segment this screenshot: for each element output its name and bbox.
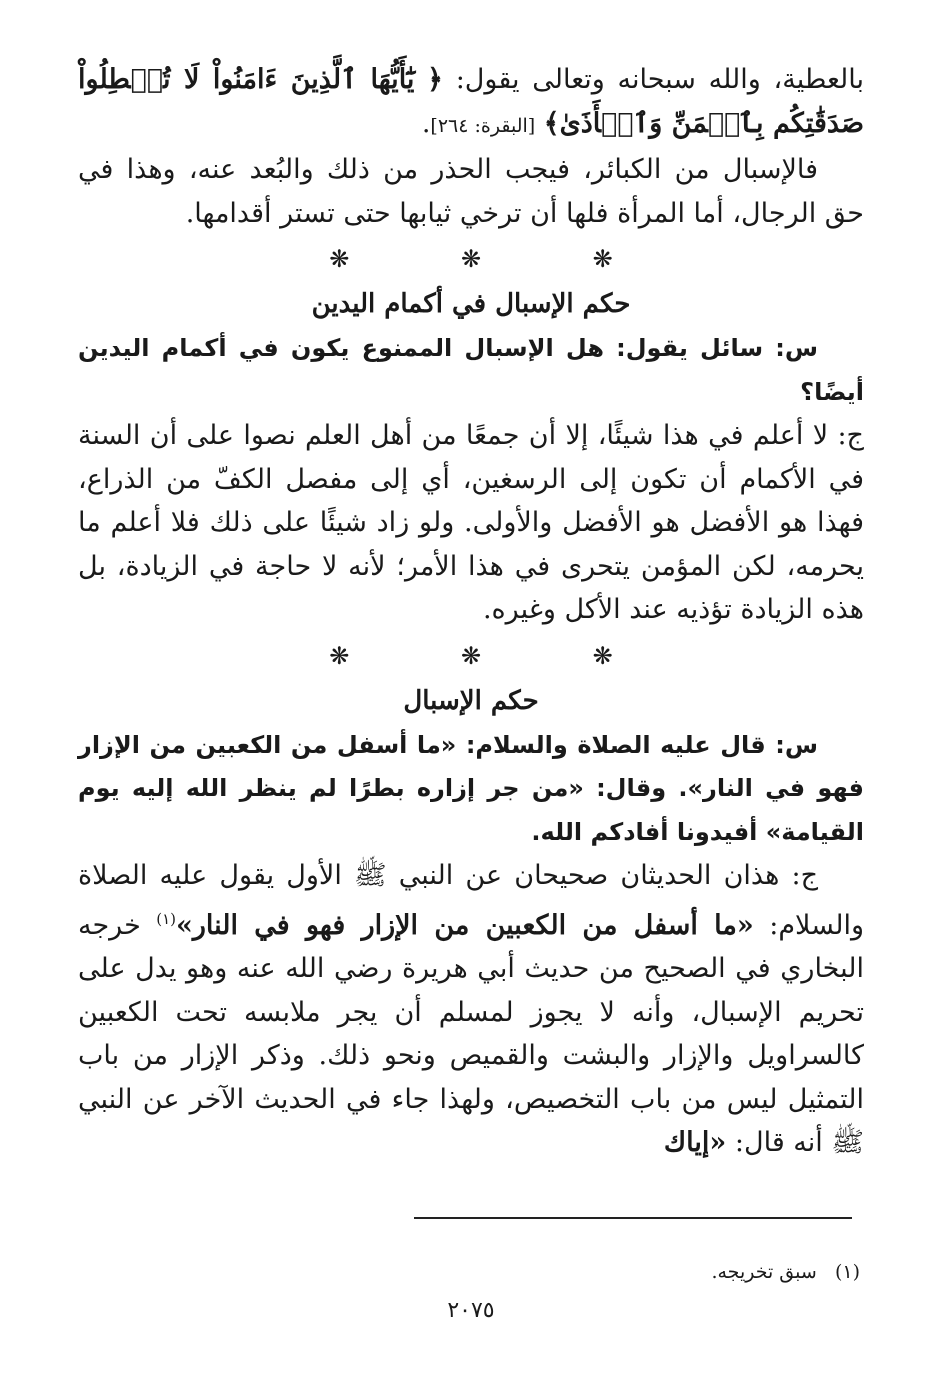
section-title-isbal: حكم الإسبال [403, 685, 539, 716]
footnote-text: سبق تخريجه. [711, 1261, 817, 1283]
footnote-number: (١) [834, 1261, 860, 1283]
paragraph-quran-verse [78, 58, 864, 148]
question-sleeves: س: سائل يقول: هل الإسبال الممنوع يكون في أكمام اليدين أيضًا؟ [78, 334, 864, 406]
footnote-divider [414, 1217, 852, 1219]
answer-isbal-body: خرجه البخاري في الصحيح من حديث أبي هريرة رضي الله عنه وهو يدل على تحريم الإسبال، وأنه لا يجوز لمسلم أن يجر ملابسه تحت الكعبين كالسراويل والإزار والبشت والقميص ونحو ذلك. وذكر الإزار من باب التمثيل ليس من باب التخصيص، ولهذا جاء في الحديث الآخر عن النبي ﷺ أنه قال: [78, 909, 864, 1158]
footnote-marker[interactable]: (١) [156, 909, 177, 928]
answer-isbal [78, 854, 864, 1165]
page-number: ٢٠٧٥ [447, 1298, 495, 1323]
section-title-sleeves: حكم الإسبال في أكمام اليدين [311, 289, 631, 319]
answer-isbal-intro: ج: هذان الحديثان صحيحان عن النبي ﷺ الأول يقول عليه الصلاة والسلام: [78, 860, 864, 941]
question-isbal: س: قال عليه الصلاة والسلام: «ما أسفل من الكعبين من الإزار فهو في النار». وقال: «من جر إزاره بطرًا لم ينظر الله إليه يوم القيامة» أفيدونا أفادكم الله. [78, 730, 864, 846]
page-body [78, 58, 864, 1165]
quran-open-bracket: ﴿ [427, 64, 443, 95]
intro-text: بالعطية، والله سبحانه وتعالى يقول: [455, 64, 864, 95]
section-separator-2: ❋ ❋ ❋ [329, 641, 665, 670]
answer-sleeves: ج: لا أعلم في هذا شيئًا، إلا أن جمعًا من أهل العلم نصوا على أن السنة في الأكمام أن تكون إلى الرسغين، أي إلى مفصل الكفّ من الذراع، فهذا هو الأفضل هو الأفضل والأولى. ولو زاد شيئًا على ذلك فلا أعلم ما يحرمه، لكن المؤمن يتحرى في هذا الأمر؛ لأنه لا حاجة في الزيادة، بل هذه الزيادة تؤذيه عند الأكل وغيره. [78, 420, 864, 625]
section-separator: ❋ ❋ ❋ [329, 245, 665, 273]
quran-verse: يَٰٓأَيُّهَا ٱلَّذِينَ ءَامَنُواْ لَا تُبۡطِلُواْ صَدَقَٰتِكُم بِٱلۡمَنِّ وَٱلۡأَذَىٰ [78, 64, 864, 139]
paragraph-isbal-ruling: فالإسبال من الكبائر، فيجب الحذر من ذلك والبُعد عنه، وهذا في حق الرجال، أما المرأة فلها أن ترخي ثيابها حتى تستر أقدامها. [78, 154, 864, 229]
quran-close-bracket: ﴾ [543, 107, 560, 139]
period: . [421, 107, 431, 139]
quran-reference: [البقرة: ٢٦٤] [430, 114, 536, 137]
hadith-quote-2: «إياك [663, 1127, 727, 1158]
footnote [711, 1258, 860, 1286]
hadith-quote: «ما أسفل من الكعبين من الإزار فهو في النار» [176, 909, 754, 941]
